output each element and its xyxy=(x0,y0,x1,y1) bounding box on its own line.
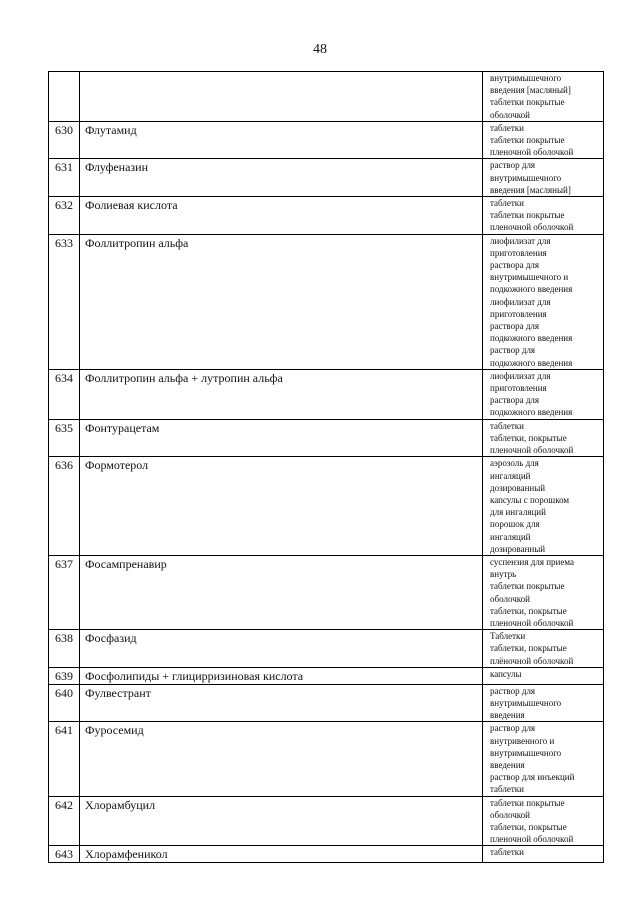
dosage-form-line: дозированный xyxy=(490,482,546,493)
drug-name: Флуфеназин xyxy=(80,159,483,197)
dosage-form-line: внутривенного и xyxy=(490,735,555,746)
dosage-forms xyxy=(483,684,604,722)
row-number: 630 xyxy=(49,121,80,159)
dosage-form-line: таблетки, покрытые xyxy=(490,643,567,654)
drug-name: Фоллитропин альфа + лутропин альфа xyxy=(80,369,483,419)
drug-name: Формотерол xyxy=(80,457,483,556)
dosage-forms xyxy=(483,159,604,197)
table-row xyxy=(49,457,604,556)
dosage-forms xyxy=(483,722,604,796)
dosage-form-line: пленочной оболочкой xyxy=(490,445,574,456)
dosage-form-line: таблетки, покрытые xyxy=(490,821,567,832)
dosage-form-line: приготовления xyxy=(490,308,547,319)
dosage-form-line: оболочкой xyxy=(490,109,530,120)
dosage-form-line: ингаляций xyxy=(490,531,531,542)
dosage-forms xyxy=(483,197,604,235)
row-number: 633 xyxy=(49,234,80,369)
dosage-form-line: раствор для xyxy=(490,723,536,734)
table-row xyxy=(49,555,604,629)
row-number: 638 xyxy=(49,630,80,668)
table-row xyxy=(49,121,604,159)
dosage-form-line: капсулы xyxy=(490,668,522,679)
dosage-form-line: внутримышечного xyxy=(490,697,562,708)
dosage-form-line: таблетки покрытые xyxy=(490,97,565,108)
dosage-form-line: лиофилизат для xyxy=(490,370,551,381)
row-number: 640 xyxy=(49,684,80,722)
dosage-form-line: таблетки xyxy=(490,847,525,858)
table-row xyxy=(49,796,604,846)
dosage-forms xyxy=(483,667,604,684)
row-number: 634 xyxy=(49,369,80,419)
row-number: 641 xyxy=(49,722,80,796)
page-number: 48 xyxy=(313,42,327,57)
drug-table-body xyxy=(49,72,604,863)
dosage-form-line: внутрь xyxy=(490,569,517,580)
drug-name xyxy=(80,72,483,122)
dosage-form-line: таблетки покрытые xyxy=(490,797,565,808)
row-number: 632 xyxy=(49,197,80,235)
dosage-form-line: внутримышечного xyxy=(490,747,562,758)
table-row xyxy=(49,234,604,369)
dosage-form-line: раствора для xyxy=(490,260,540,271)
table-row xyxy=(49,369,604,419)
dosage-form-line: приготовления xyxy=(490,247,547,258)
dosage-forms xyxy=(483,121,604,159)
dosage-form-line: порошок для xyxy=(490,519,540,530)
dosage-form-line: раствора для xyxy=(490,321,540,332)
dosage-forms xyxy=(483,369,604,419)
dosage-form-line: оболочкой xyxy=(490,593,530,604)
table-row xyxy=(49,630,604,668)
table-row xyxy=(49,846,604,863)
dosage-form-line: лиофилизат для xyxy=(490,296,551,307)
drug-name: Фосфазид xyxy=(80,630,483,668)
dosage-form-line: капсулы с порошком xyxy=(490,494,570,505)
dosage-form-line: Таблетки xyxy=(490,631,526,642)
dosage-forms xyxy=(483,72,604,122)
dosage-form-line: введения xyxy=(490,759,525,770)
dosage-forms xyxy=(483,630,604,668)
dosage-form-line: внутримышечного xyxy=(490,73,562,83)
dosage-form-line: раствора для xyxy=(490,395,540,406)
row-number: 643 xyxy=(49,846,80,863)
row-number xyxy=(49,72,80,122)
dosage-forms xyxy=(483,419,604,457)
dosage-form-line: подкожного введения xyxy=(490,357,573,368)
dosage-form-line: пленочной оболочкой xyxy=(490,222,574,233)
dosage-form-line: таблетки покрытые xyxy=(490,210,565,221)
dosage-form-line: раствор для xyxy=(490,160,536,171)
drug-name: Фуросемид xyxy=(80,722,483,796)
dosage-form-line: таблетки покрытые xyxy=(490,135,565,146)
dosage-form-line: подкожного введения xyxy=(490,407,573,418)
row-number: 639 xyxy=(49,667,80,684)
dosage-form-line: введения [масляный] xyxy=(490,85,571,96)
dosage-form-line: таблетки покрытые xyxy=(490,581,565,592)
dosage-forms xyxy=(483,234,604,369)
row-number: 631 xyxy=(49,159,80,197)
dosage-form-line: суспензия для приема xyxy=(490,556,574,567)
dosage-forms xyxy=(483,846,604,863)
table-row xyxy=(49,72,604,122)
table-row xyxy=(49,419,604,457)
drug-name: Фосампренавир xyxy=(80,555,483,629)
dosage-form-line: введения xyxy=(490,710,525,721)
dosage-form-line: лиофилизат для xyxy=(490,235,551,246)
drug-name: Фулвестрант xyxy=(80,684,483,722)
dosage-form-line: пленочной оболочкой xyxy=(490,617,574,628)
row-number: 636 xyxy=(49,457,80,556)
table-row xyxy=(49,197,604,235)
dosage-form-line: пленочной оболочкой xyxy=(490,147,574,158)
dosage-form-line: дозированный xyxy=(490,543,546,554)
drug-name: Фоллитропин альфа xyxy=(80,234,483,369)
dosage-form-line: пленочной оболочкой xyxy=(490,834,574,845)
dosage-form-line: подкожного введения xyxy=(490,333,573,344)
drug-table xyxy=(48,71,604,863)
dosage-form-line: таблетки xyxy=(490,420,525,431)
dosage-form-line: таблетки xyxy=(490,784,525,795)
row-number: 642 xyxy=(49,796,80,846)
dosage-form-line: таблетки xyxy=(490,198,525,209)
drug-name: Фосфолипиды + глицирризиновая кислота xyxy=(80,667,483,684)
table-row xyxy=(49,684,604,722)
dosage-form-line: раствор для xyxy=(490,685,536,696)
table-row xyxy=(49,722,604,796)
dosage-form-line: таблетки xyxy=(490,122,525,133)
dosage-form-line: оболочкой xyxy=(490,809,530,820)
dosage-forms xyxy=(483,457,604,556)
drug-name: Фолиевая кислота xyxy=(80,197,483,235)
dosage-form-line: внутримышечного xyxy=(490,172,562,183)
dosage-forms xyxy=(483,796,604,846)
drug-name: Фонтурацетам xyxy=(80,419,483,457)
row-number: 637 xyxy=(49,555,80,629)
dosage-form-line: внутримышечного и xyxy=(490,272,569,283)
dosage-form-line: ингаляций xyxy=(490,470,531,481)
dosage-form-line: подкожного введения xyxy=(490,284,573,295)
dosage-form-line: раствор для инъекций xyxy=(490,772,575,783)
dosage-form-line: таблетки, покрытые xyxy=(490,432,567,443)
dosage-form-line: аэрозоль для xyxy=(490,458,539,469)
table-row xyxy=(49,667,604,684)
dosage-form-line: плёночной оболочкой xyxy=(490,655,574,666)
table-row xyxy=(49,159,604,197)
dosage-forms xyxy=(483,555,604,629)
dosage-form-line: введения [масляный] xyxy=(490,184,571,195)
dosage-form-line: приготовления xyxy=(490,383,547,394)
dosage-form-line: для ингаляций xyxy=(490,507,546,518)
row-number: 635 xyxy=(49,419,80,457)
drug-name: Флутамид xyxy=(80,121,483,159)
dosage-form-line: раствор для xyxy=(490,345,536,356)
drug-name: Хлорамфеникол xyxy=(80,846,483,863)
drug-name: Хлорамбуцил xyxy=(80,796,483,846)
dosage-form-line: таблетки, покрытые xyxy=(490,605,567,616)
